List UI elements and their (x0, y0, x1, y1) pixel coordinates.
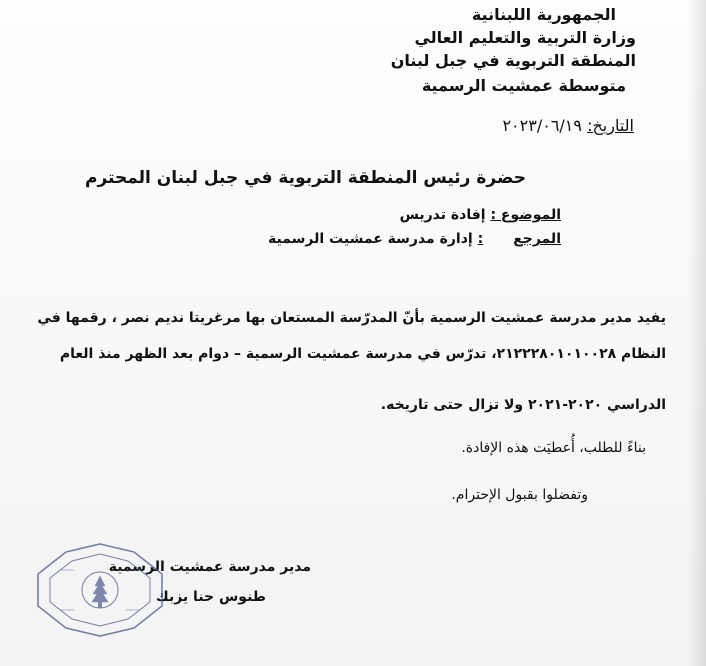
subject-label: الموضوع : (490, 207, 561, 223)
signature-name: طنوس حنا يزبك (155, 589, 266, 605)
recipient-heading: حضرة رئيس المنطقة التربوية في جبل لبنان المحترم (85, 168, 526, 188)
body-line-4: بناءً للطلب، أُعطيَت هذه الإفادة. (461, 440, 646, 456)
date-line (502, 116, 634, 135)
body-line-1: يفيد مدير مدرسة عمشيت الرسمية بأنّ المدرّسة المستعان بها مرغريتا نديم نصر ، رقمها في (37, 310, 666, 326)
subject-line (400, 205, 561, 225)
letterhead-ministry: وزارة التربية والتعليم العالي (414, 28, 636, 47)
reference-value: إدارة مدرسة عمشيت الرسمية (268, 231, 473, 247)
reference-label: المرجع: (477, 231, 561, 247)
closing-line: وتفضلوا بقبول الإحترام. (451, 487, 588, 503)
body-line-2: النظام ٢١٢٢٢٨٠١٠١٠٠٢٨، تدرّس في مدرسة عمشيت الرسمية – دوام بعد الظهر منذ العام (59, 346, 666, 362)
letterhead-republic: الجمهورية اللبنانية (471, 5, 616, 24)
subject-value: إفادة تدريس (399, 207, 486, 223)
letterhead-school: متوسطة عمشيت الرسمية (421, 76, 626, 95)
body-line-3: الدراسي ٢٠٢٠-٢٠٢١ ولا تزال حتى تاريخه. (380, 397, 666, 413)
signature-title: مدير مدرسة عمشيت الرسمية (108, 559, 311, 575)
official-seal-icon (30, 540, 170, 640)
date-label: التاريخ: (587, 116, 634, 135)
date-value: ٢٠٢٣/٠٦/١٩ (502, 116, 582, 135)
reference-colon: : (477, 231, 484, 247)
letterhead-region: المنطقة التربوية في جبل لبنان (390, 51, 636, 70)
reference-line (268, 229, 561, 249)
page-edge-shadow (688, 0, 706, 666)
